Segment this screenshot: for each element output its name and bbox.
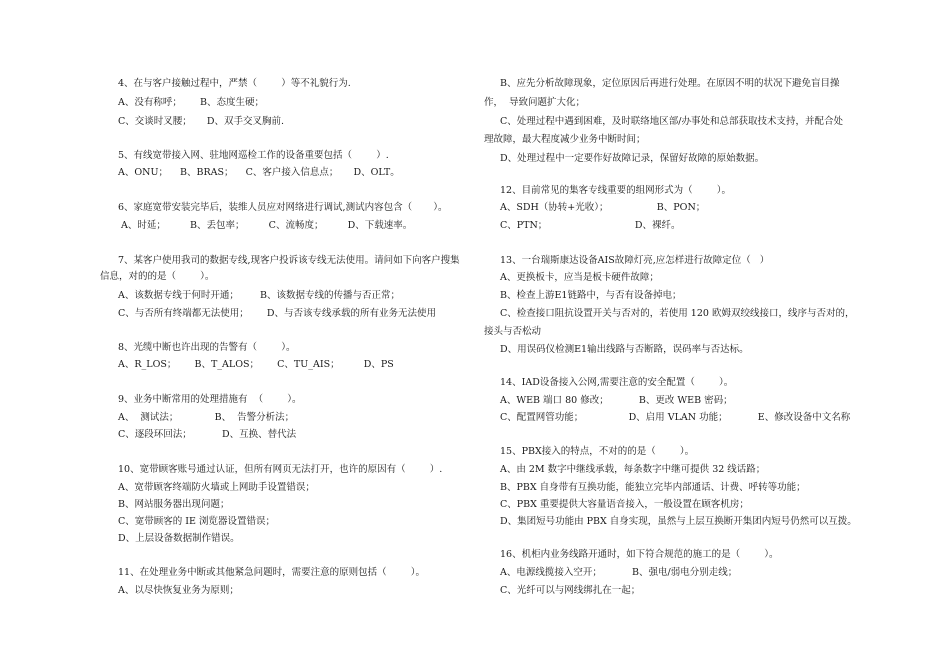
text-line-content: C、配置网管功能； D、启用 VLAN 功能； E、修改设备中文名称 bbox=[500, 412, 851, 423]
text-line-content: A、由 2M 数字中继线承载，每条数字中继可提供 32 线话路； bbox=[500, 464, 766, 475]
text-line bbox=[118, 77, 351, 90]
text-line bbox=[118, 254, 460, 267]
text-line bbox=[500, 271, 659, 284]
text-line-content: 10、宽带顾客账号通过认证，但所有网页无法打开，也许的原因有（ ）. bbox=[118, 464, 443, 475]
text-line-content: 11、在处理业务中断或其他紧急问题时，需要注意的原则包括（ ）。 bbox=[118, 567, 425, 578]
text-line bbox=[500, 343, 749, 356]
text-line bbox=[118, 498, 229, 511]
text-line-content: 接头与否松动 bbox=[484, 326, 542, 337]
text-line-content: A、电源线揽接入空开； B、强电/弱电分别走线； bbox=[500, 567, 738, 578]
text-line-content: B、网站服务器出现问题； bbox=[118, 499, 230, 510]
text-line-content: A、ONU； B、BRAS； C、客户接入信息点； D、OLT。 bbox=[118, 167, 400, 178]
text-line-content: 8、光缆中断也许出现的告警有（ ）。 bbox=[118, 342, 296, 353]
text-line bbox=[118, 115, 284, 128]
text-line bbox=[500, 152, 764, 165]
text-line-content: C、宽带顾客的 IE 浏览器设置错误； bbox=[118, 516, 275, 527]
text-line bbox=[118, 307, 436, 320]
text-line-content: 7、某客户使用我司的数据专线,现客户投诉该专线无法使用。请问如下向客户搜集 bbox=[118, 255, 460, 266]
text-line-content: 5、有线宽带接入网、驻地网巡检工作的设备重要包括（ ）. bbox=[118, 150, 389, 161]
text-line-content: 16、机柜内业务线路开通时，如下符合规范的施工的是（ ）。 bbox=[500, 549, 779, 560]
text-line-content: A、以尽快恢复业务为原则； bbox=[118, 585, 239, 596]
text-line-content: A、该数据专线于何时开通； B、该数据专线的传播与否正常； bbox=[118, 290, 400, 301]
text-line-content: B、应先分析故障现象，定位原因后再进行处理。在原因不明的状况下避免盲目操 bbox=[500, 78, 840, 89]
text-line bbox=[484, 96, 585, 109]
text-line-content: C、检查接口阻抗设置开关与否对的，若使用 120 欧姆双绞线接口，线序与否对的， bbox=[500, 308, 855, 319]
text-line-content: D、上层设备数据制作错误。 bbox=[118, 533, 240, 544]
text-line bbox=[118, 481, 315, 494]
text-line bbox=[118, 341, 295, 354]
text-line bbox=[500, 394, 733, 407]
text-line bbox=[118, 532, 240, 545]
text-line bbox=[500, 201, 705, 214]
text-line-content: C、逐段环回法； D、互换、替代法 bbox=[118, 429, 297, 440]
text-line bbox=[500, 289, 681, 302]
text-line bbox=[484, 133, 646, 146]
text-line bbox=[484, 325, 541, 338]
text-line-content: A、WEB 端口 80 修改； B、更改 WEB 密码； bbox=[500, 395, 733, 406]
text-line bbox=[500, 184, 731, 197]
text-line-content: A、没有称呼； B、态度生硬； bbox=[118, 97, 264, 108]
text-line-content: A、更换板卡，应当是板卡硬件故障； bbox=[500, 272, 659, 283]
text-line bbox=[118, 289, 400, 302]
text-line bbox=[118, 411, 294, 424]
text-line bbox=[118, 566, 425, 579]
text-line-content: 12、目前常见的集客专线重要的组网形式为（ ）。 bbox=[500, 185, 731, 196]
text-line-content: 14、IAD设备接入公网,需要注意的安全配置（ ）。 bbox=[500, 377, 734, 388]
text-line bbox=[500, 307, 854, 320]
text-line bbox=[500, 77, 839, 90]
text-line-content: A、R_LOS； B、T_ALOS； C、TU_AIS； D、PS bbox=[118, 359, 394, 370]
text-line bbox=[118, 166, 400, 179]
text-line bbox=[118, 358, 394, 371]
text-line bbox=[500, 411, 850, 424]
text-line bbox=[500, 515, 857, 528]
text-line-content: 6、家庭宽带安装完毕后，装维人员应对网络进行调试,测试内容包含（ ）。 bbox=[118, 202, 448, 213]
text-line bbox=[500, 376, 733, 389]
text-line bbox=[500, 254, 769, 267]
text-line bbox=[118, 393, 302, 406]
text-line-content: B、PBX 自身带有互换功能，能独立完毕内部通话、计费、呼转等功能； bbox=[500, 482, 806, 493]
text-line bbox=[100, 270, 214, 283]
text-line-content: 9、业务中断常用的处理措施有 （ ）。 bbox=[118, 394, 302, 405]
text-line bbox=[118, 96, 264, 109]
text-line bbox=[118, 463, 442, 476]
text-line-content: 4、在与客户接触过程中，严禁（ ）等不礼貌行为. bbox=[118, 78, 351, 89]
text-line bbox=[118, 201, 447, 214]
text-line bbox=[500, 498, 749, 511]
text-line bbox=[118, 149, 389, 162]
text-line-content: C、交谈时叉腰； D、双手交叉胸前. bbox=[118, 116, 285, 127]
text-line bbox=[500, 548, 779, 561]
text-line bbox=[500, 445, 694, 458]
text-line-content: C、处理过程中遇到困难，及时联络地区部/办事处和总部获取技术支持，并配合处 bbox=[500, 116, 843, 127]
text-line bbox=[500, 463, 765, 476]
text-line bbox=[500, 219, 681, 232]
text-line bbox=[118, 428, 296, 441]
text-line-content: B、检查上游E1链路中，与否有设备掉电； bbox=[500, 290, 682, 301]
text-line bbox=[118, 515, 275, 528]
text-line-content: 13、一台瑞斯康达设备AIS故障灯亮,应怎样进行故障定位（ ） bbox=[500, 255, 770, 266]
text-line-content: A、宽带顾客终端防火墙或上网助手设置错误； bbox=[118, 482, 315, 493]
text-line-content: A、时延； B、丢包率； C、流畅度； D、下载速率。 bbox=[118, 220, 413, 231]
text-line-content: A、SDH（协转+光收）； B、PON； bbox=[500, 202, 706, 213]
text-line bbox=[500, 115, 843, 128]
text-line-content: D、用误码仪检测E1输出线路与否断路，误码率与否达标。 bbox=[500, 344, 749, 355]
text-line-content: 15、PBX接入的特点，不对的的是（ ）。 bbox=[500, 446, 695, 457]
text-line bbox=[118, 584, 239, 597]
text-line-content: C、PBX 重要提供大容量语音接入，一般设置在顾客机房； bbox=[500, 499, 749, 510]
text-line-content: C、光纤可以与网线绑扎在一起； bbox=[500, 585, 641, 596]
text-line bbox=[500, 584, 640, 597]
text-line bbox=[118, 219, 412, 232]
text-line bbox=[500, 481, 806, 494]
text-line bbox=[500, 566, 737, 579]
text-line-content: C、与否所有终端都无法使用； D、与否该专线承载的所有业务无法使用 bbox=[118, 308, 437, 319]
text-line-content: D、处理过程中一定要作好故障记录，保留好故障的原始数据。 bbox=[500, 153, 765, 164]
text-line-content: 理故障，最大程度减少业务中断时间； bbox=[484, 134, 646, 145]
text-line-content: 信息，对的的是（ ）。 bbox=[100, 271, 215, 282]
text-line-content: D、集团短号功能由 PBX 自身实现，虽然与上层互换断开集团内短号仍然可以互拨。 bbox=[500, 516, 857, 527]
text-line-content: C、PTN； D、裸纤。 bbox=[500, 220, 681, 231]
text-line-content: A、 测试法； B、 告警分析法； bbox=[118, 412, 295, 423]
text-line-content: 作， 导致问题扩大化； bbox=[484, 97, 586, 108]
